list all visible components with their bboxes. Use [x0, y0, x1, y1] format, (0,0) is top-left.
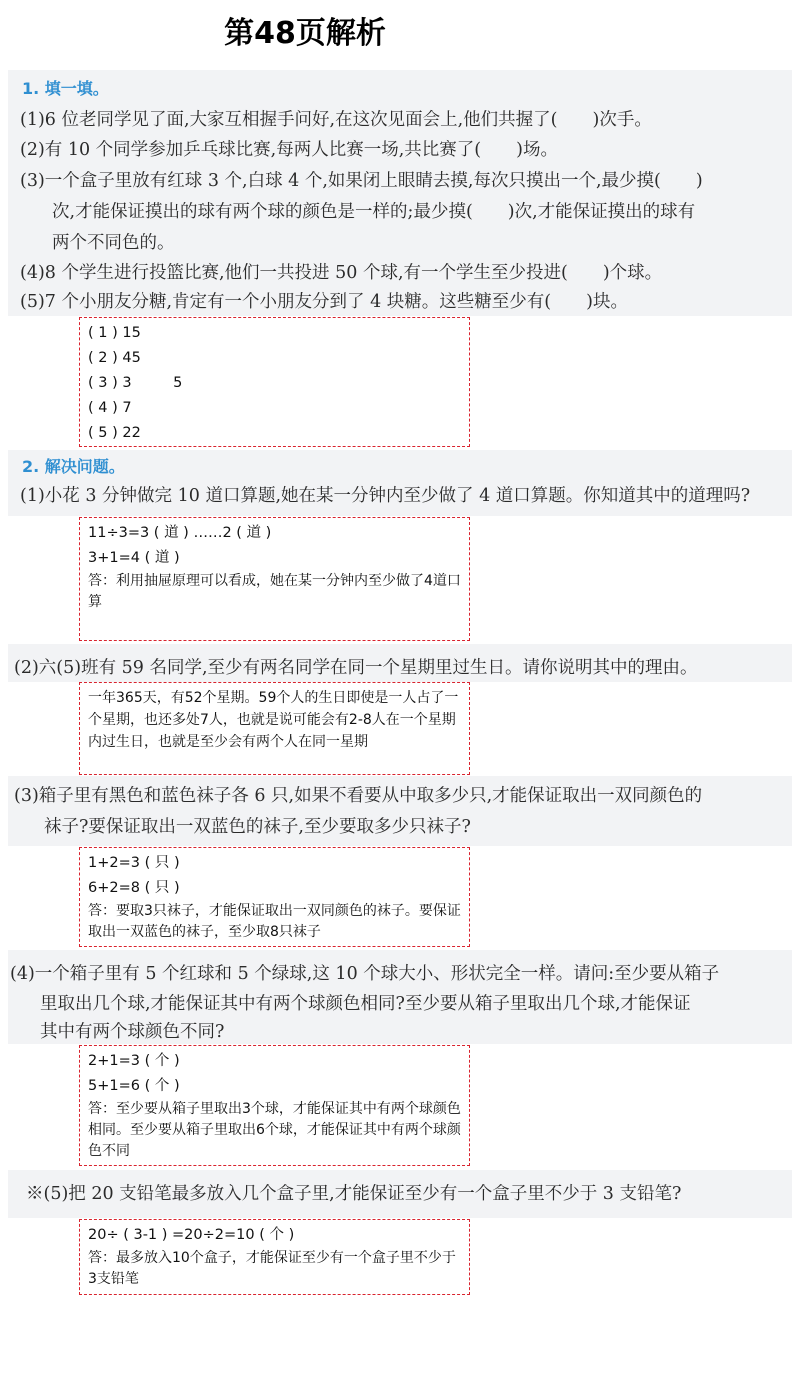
- answer-text: 答：利用抽屉原理可以看成，她在某一分钟内至少做了4道口算: [88, 573, 461, 610]
- answer-line: 6+2=8 ( 只 ): [88, 880, 180, 896]
- section2-heading: 2. 解决问题。: [22, 457, 125, 476]
- q5-text: (5)7 个小朋友分糖,肯定有一个小朋友分到了 4 块糖。这些糖至少有( )块。: [20, 292, 628, 312]
- section1-heading: 1. 填一填。: [22, 79, 109, 98]
- p4-question-c: 其中有两个球颜色不同?: [40, 1022, 225, 1042]
- p4-question-b: 里取出几个球,才能保证其中有两个球颜色相同?至少要从箱子里取出几个球,才能保证: [40, 994, 691, 1014]
- answer-line: ( 5 ) 22: [88, 425, 141, 441]
- section2-scan-p2: [8, 644, 792, 682]
- q3-text-c: 两个不同色的。: [52, 233, 175, 253]
- p5-answer-box: [79, 1219, 470, 1295]
- answer-line: ( 1 ) 15: [88, 325, 141, 341]
- q1-text: (1)6 位老同学见了面,大家互相握手问好,在这次见面会上,他们共握了( )次手。: [20, 110, 652, 130]
- section1-answer-box: [79, 317, 470, 447]
- section2-scan-p3: [8, 776, 792, 846]
- answer-line: 5+1=6 ( 个 ): [88, 1078, 180, 1094]
- p2-question: (2)六(5)班有 59 名同学,至少有两名同学在同一个星期里过生日。请你说明其中的理由。: [14, 658, 698, 678]
- p2-answer-box: [79, 682, 470, 775]
- q3-text-b: 次,才能保证摸出的球有两个球的颜色是一样的;最少摸( )次,才能保证摸出的球有: [52, 202, 696, 222]
- q3-text-a: (3)一个盒子里放有红球 3 个,白球 4 个,如果闭上眼睛去摸,每次只摸出一个,最少摸( ): [20, 171, 703, 191]
- q4-text: (4)8 个学生进行投篮比赛,他们一共投进 50 个球,有一个学生至少投进( )个球。: [20, 263, 663, 283]
- answer-text: 一年365天，有52个星期。59个人的生日即使是一人占了一个星期，也还多处7人，也就是说可能会有2-8人在一个星期内过生日，也就是至少会有两个人在同一星期: [88, 690, 459, 750]
- section1-scan: [8, 70, 792, 316]
- section2-scan-p4: [8, 950, 792, 1044]
- page-title: 第48页解析: [224, 16, 386, 51]
- answer-line: 1+2=3 ( 只 ): [88, 855, 180, 871]
- p3-question-b: 袜子?要保证取出一双蓝色的袜子,至少要取多少只袜子?: [44, 817, 471, 837]
- answer-text: 答：最多放入10个盒子，才能保证至少有一个盒子里不少于3支铅笔: [88, 1250, 456, 1287]
- answer-line: ( 3 ) 3 5: [88, 375, 183, 391]
- p3-question-a: (3)箱子里有黑色和蓝色袜子各 6 只,如果不看要从中取多少只,才能保证取出一双同颜色的: [14, 786, 703, 806]
- answer-line: ( 4 ) 7: [88, 400, 132, 416]
- answer-text: 答：要取3只袜子，才能保证取出一双同颜色的袜子。要保证取出一双蓝色的袜子，至少取8只袜子: [88, 903, 461, 940]
- answer-line: ( 2 ) 45: [88, 350, 141, 366]
- answer-line: 2+1=3 ( 个 ): [88, 1053, 180, 1069]
- answer-line: 3+1=4 ( 道 ): [88, 550, 180, 566]
- p5-question: ※(5)把 20 支铅笔最多放入几个盒子里,才能保证至少有一个盒子里不少于 3 支铅笔?: [26, 1184, 682, 1204]
- p1-answer-box: [79, 517, 470, 641]
- section2-scan-p1: [8, 450, 792, 516]
- answer-line: 20÷ ( 3-1 ) =20÷2=10 ( 个 ): [88, 1227, 295, 1243]
- p4-question-a: (4)一个箱子里有 5 个红球和 5 个绿球,这 10 个球大小、形状完全一样。请问:至少要从箱子: [10, 964, 720, 984]
- section2-scan-p5: [8, 1170, 792, 1218]
- p1-question: (1)小花 3 分钟做完 10 道口算题,她在某一分钟内至少做了 4 道口算题。你知道其中的道理吗?: [20, 486, 751, 506]
- q2-text: (2)有 10 个同学参加乒乓球比赛,每两人比赛一场,共比赛了( )场。: [20, 140, 558, 160]
- p3-answer-box: [79, 847, 470, 947]
- answer-text: 答：至少要从箱子里取出3个球，才能保证其中有两个球颜色相同。至少要从箱子里取出6个球，才能保证其中有两个球颜色不同: [88, 1101, 461, 1159]
- answer-line: 11÷3=3 ( 道 ) ……2 ( 道 ): [88, 525, 272, 541]
- p4-answer-box: [79, 1045, 470, 1166]
